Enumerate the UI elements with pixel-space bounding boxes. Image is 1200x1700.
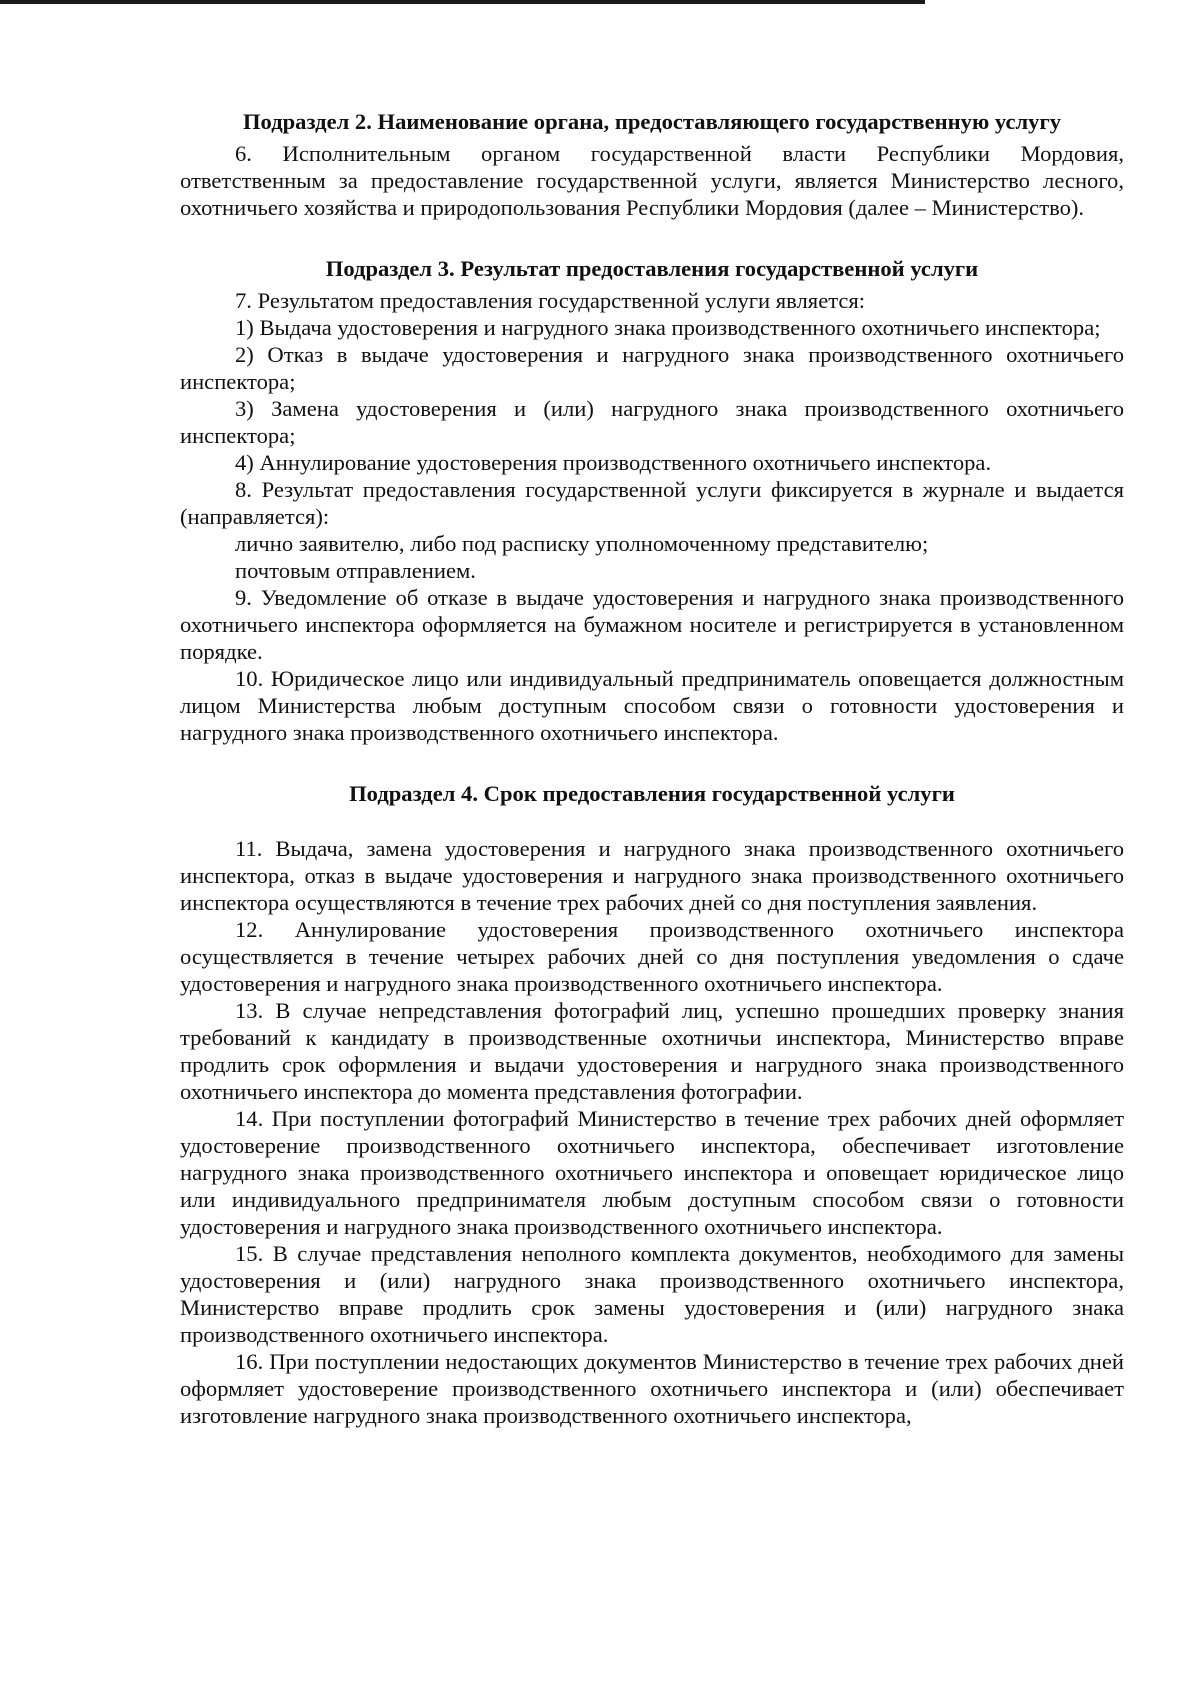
paragraph-14: 14. При поступлении фотографий Министерство в течение трех рабочих дней оформляет удостоверение производственного охотничьего инспектора, обеспечивает изготовление нагрудного знака производственного охотничьего инспектора и оповещает юридическое лицо или индивидуального предпринимателя любым доступным способом связи о готовности удостоверения и нагрудного знака производственного охотничьего инспектора. [180,1106,1124,1239]
delivery-method-post: почтовым отправлением. [235,558,476,583]
paragraph-9: 9. Уведомление об отказе в выдаче удостоверения и нагрудного знака производственного охотничьего инспектора оформляется на бумажном носителе и регистрируется в установленном порядке. [180,585,1124,664]
paragraph-11: 11. Выдача, замена удостоверения и нагрудного знака производственного охотничьего инспектора, отказ в выдаче удостоверения и нагрудного знака производственного охотничьего инспектора осуществляются в течение трех рабочих дней со дня поступления заявления. [180,836,1124,915]
section-heading-4: Подраздел 4. Срок предоставления государственной услуги [349,781,955,806]
paragraph-12: 12. Аннулирование удостоверения производственного охотничьего инспектора осуществляется в течение четырех рабочих дней со дня поступления уведомления о сдаче удостоверения и нагрудного знака производственного охотничьего инспектора. [180,917,1124,996]
paragraph-16: 16. При поступлении недостающих документов Министерство в течение трех рабочих дней оформляет удостоверение производственного охотничьего инспектора и (или) обеспечивает изготовление нагрудного знака производственного охотничьего инспектора, [180,1349,1124,1428]
list-item-1: 1) Выдача удостоверения и нагрудного знака производственного охотничьего инспектора; [235,315,1101,340]
paragraph-13: 13. В случае непредставления фотографий лиц, успешно прошедших проверку знания требований к кандидату в производственные охотничьи инспектора, Министерство вправе продлить срок оформления и выдачи удостоверения и нагрудного знака производственного охотничьего инспектора до момента представления фотографии. [180,998,1124,1104]
list-item-4: 4) Аннулирование удостоверения производственного охотничьего инспектора. [235,450,992,475]
list-item-2: 2) Отказ в выдаче удостоверения и нагрудного знака производственного охотничьего инспектора; [180,342,1124,394]
paragraph-8: 8. Результат предоставления государственной услуги фиксируется в журнале и выдается (направляется): [180,477,1124,529]
paragraph-15: 15. В случае представления неполного комплекта документов, необходимого для замены удостоверения и (или) нагрудного знака производственного охотничьего инспектора, Министерство вправе продлить срок замены удостоверения и (или) нагрудного знака производственного охотничьего инспектора. [180,1241,1124,1347]
list-item-3: 3) Замена удостоверения и (или) нагрудного знака производственного охотничьего инспектора; [180,396,1124,448]
top-border-line [0,0,925,4]
section-heading-3: Подраздел 3. Результат предоставления государственной услуги [325,256,979,281]
paragraph-7: 7. Результатом предоставления государственной услуги является: [235,288,866,313]
document-body [180,108,1124,1429]
delivery-method-personal: лично заявителю, либо под расписку уполномоченному представителю; [235,531,929,556]
section-heading-2: Подраздел 2. Наименование органа, предоставляющего государственную услугу [242,109,1062,134]
paragraph-6: 6. Исполнительным органом государственной власти Республики Мордовия, ответственным за предоставление государственной услуги, является Министерство лесного, охотничьего хозяйства и природопользования Республики Мордовия (далее – Министерство). [180,141,1124,220]
paragraph-10: 10. Юридическое лицо или индивидуальный предприниматель оповещается должностным лицом Министерства любым доступным способом связи о готовности удостоверения и нагрудного знака производственного охотничьего инспектора. [180,666,1124,745]
